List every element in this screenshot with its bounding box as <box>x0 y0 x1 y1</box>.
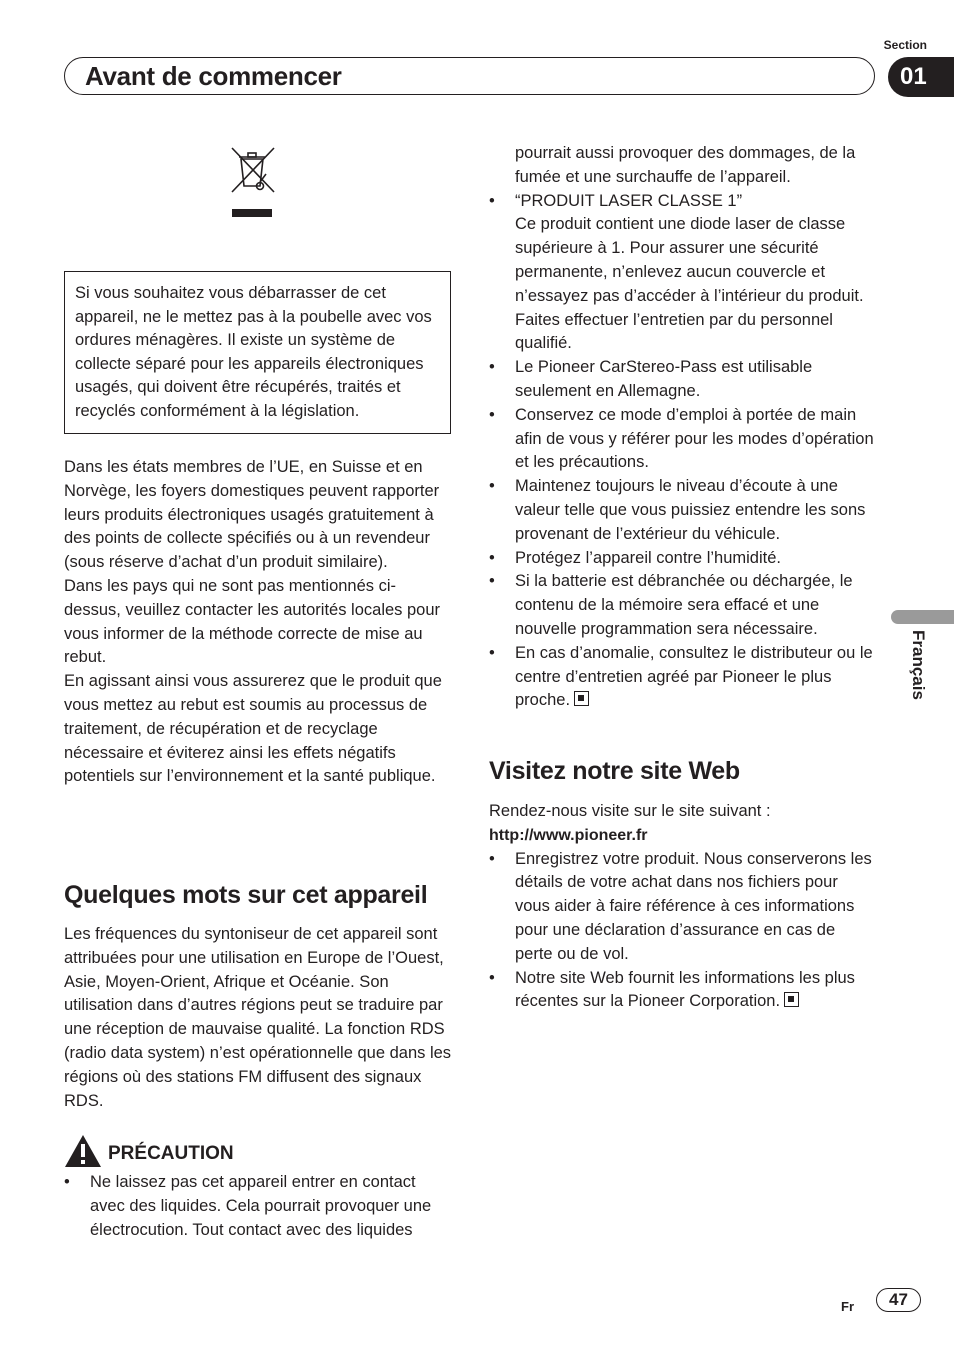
list-item: • Protégez l’appareil contre l’humidité. <box>489 547 877 571</box>
list-item <box>489 190 877 357</box>
section-label: Section <box>883 38 927 52</box>
list-item: • Maintenez toujours le niveau d’écoute à une valeur telle que vous puissiez entendre les sons provenant de l’extérieur du véhicule. <box>489 475 877 546</box>
disposal-paragraph: Dans les états membres de l’UE, en Suisse et en Norvège, les foyers domestiques peuvent rapporter leurs produits électroniques usagés gratuitement à des points de collecte spécifiés ou à un revendeur (sous réserve d’achat d’un produit similaire). <box>64 458 440 572</box>
web-intro: Rendez-nous visite sur le site suivant : <box>489 802 771 820</box>
web-heading: Visitez notre site Web <box>489 757 740 785</box>
page-title: Avant de commencer <box>85 61 342 91</box>
disposal-paragraph: Dans les pays qui ne sont pas mentionnés ci-dessus, veuillez contacter les autorités locales pour vous informer de la méthode correcte de mise au rebut. <box>64 576 441 667</box>
disposal-notice-box <box>64 271 451 434</box>
language-label: Français <box>909 630 928 700</box>
list-item: • Si la batterie est débranchée ou déchargée, le contenu de la mémoire sera effacé et une nouvelle programmation sera nécessaire. <box>489 570 877 641</box>
page-number: 47 <box>876 1288 921 1312</box>
caution-list-continued <box>489 190 877 714</box>
warning-triangle-icon <box>64 1134 102 1168</box>
website-link[interactable]: http://www.pioneer.fr <box>489 826 648 844</box>
web-section <box>489 800 877 1014</box>
section-number-badge: 01 <box>888 57 954 97</box>
list-item: • Conservez ce mode d’emploi à portée de main afin de vous y référer pour les modes d’opération et les précautions. <box>489 404 877 475</box>
list-item: • Le Pioneer CarStereo-Pass est utilisable seulement en Allemagne. <box>489 356 877 404</box>
list-item: • Enregistrez votre produit. Nous conserverons les détails de votre achat dans nos fichiers pour vous aider à faire référence à ces informations pour une déclaration d’assurance en cas de perte ou de vol. <box>489 848 877 967</box>
caution-continuation: pourrait aussi provoquer des dommages, de la fumée et une surchauffe de l’appareil. <box>515 144 856 186</box>
appareil-text: Les fréquences du syntoniseur de cet appareil sont attribuées pour une utilisation en Europe de l’Ouest, Asie, Moyen-Orient, Afrique et Océanie. Son utilisation dans d’autres régions peut se traduire par une réception de mauvaise qualité. La fonction RDS (radio data system) n’est opérationnelle que dans les régions où des stations FM diffusent des signaux RDS. <box>64 925 452 1110</box>
end-mark-icon <box>574 691 589 706</box>
language-tab <box>891 610 954 624</box>
list-item: • Ne laissez pas cet appareil entrer en contact avec des liquides. Cela pourrait provoquer une électrocution. Tout contact avec des liquides <box>64 1171 452 1242</box>
laser-text: Ce produit contient une diode laser de classe supérieure à 1. Pour assurer une sécurité permanente, n’enlevez aucun couvercle et n’essayez pas d’accéder à l’intérieur du produit. Faites effectuer l’entretien par du personnel qualifié. <box>515 215 864 353</box>
list-item: • En cas d’anomalie, consultez le distributeur ou le centre d’entretien agréé par Pioneer le plus proche. <box>489 642 877 713</box>
disposal-paragraphs <box>64 456 452 789</box>
bin-underline-bar <box>232 209 272 217</box>
caution-title: PRÉCAUTION <box>108 1143 234 1164</box>
web-list <box>489 848 877 1015</box>
header-bar <box>64 57 875 95</box>
list-item: • Notre site Web fournit les informations les plus récentes sur la Pioneer Corporation. <box>489 967 877 1015</box>
crossed-bin-icon <box>230 146 276 196</box>
right-column <box>489 142 877 1011</box>
disposal-paragraph: En agissant ainsi vous assurerez que le produit que vous mettez au rebut est soumis au processus de traitement, de récupération et de recyclage nécessaire et éviterez ainsi les effets négatifs potentiels sur l’environnement et la santé publique. <box>64 672 442 786</box>
laser-title: “PRODUIT LASER CLASSE 1” <box>515 191 743 210</box>
disposal-notice-text: Si vous souhaitez vous débarrasser de cet appareil, ne le mettez pas à la poubelle avec vos ordures ménagères. Il existe un système de collecte séparé pour les appareils électroniques usagés, qui doivent être récupérés, traités et recyclés conformément à la législation. <box>75 284 432 420</box>
footer-language-code: Fr <box>841 1299 854 1314</box>
caution-list <box>64 1171 452 1242</box>
end-mark-icon <box>784 992 799 1007</box>
appareil-heading: Quelques mots sur cet appareil <box>64 881 428 909</box>
